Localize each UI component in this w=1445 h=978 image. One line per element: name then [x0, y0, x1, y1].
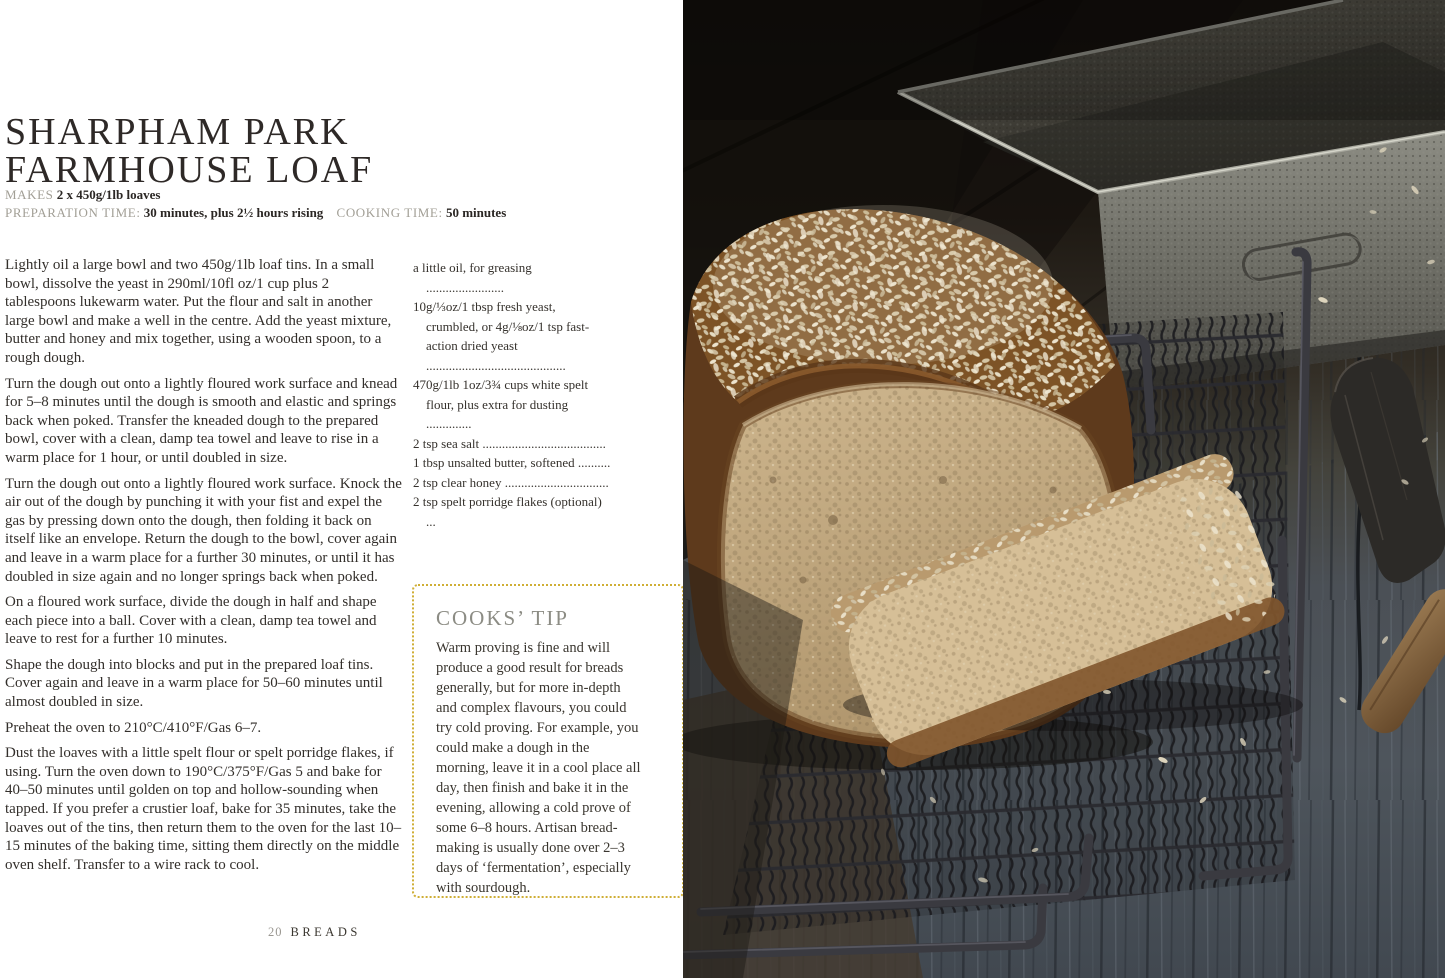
instruction-paragraph: Turn the dough out onto a lightly floured work surface and knead for 5–8 minutes until the dough is smooth and elastic and springs back when poked. Transfer the kneaded dough to the prepared bowl, cover with a clean, damp tea towel and leave to rise in a warm place for 1 hour, or until doubled in size. — [5, 375, 398, 466]
ingredients-list — [413, 258, 611, 531]
section-name: BREADS — [290, 925, 361, 939]
instruction-paragraph: Lightly oil a large bowl and two 450g/1lb loaf tins. In a small bowl, dissolve the yeast in 290ml/10fl oz/1 cup plus 2 tablespoons lukewarm water. Put the flour and salt in another large bowl and make a well in the centre. Add the yeast mixture, butter and honey and mix together, using a wooden spoon, to a rough dough. — [5, 257, 392, 366]
instruction-paragraph: On a floured work surface, divide the dough in half and shape each piece into a ball. Cover with a clean, damp tea towel and leave to rest for a further 10 minutes. — [5, 594, 377, 648]
recipe-title — [5, 111, 374, 192]
instruction-paragraph: Shape the dough into blocks and put in the prepared loaf tins. Cover again and leave in a warm place for 50–60 minutes until almost doubled in size. — [5, 656, 383, 711]
cook-time-label: COOKING TIME: — [336, 205, 443, 220]
recipe-title-line-2: FARMHOUSE LOAF — [5, 149, 374, 192]
ingredient-item: 10g/⅓oz/1 tbsp fresh yeast, crumbled, or 4g/⅛oz/1 tsp fast-action dried yeast ........................................... — [413, 299, 590, 373]
ingredient-item: a little oil, for greasing ........................ — [413, 260, 532, 295]
instruction-paragraph: Dust the loaves with a little spelt flour or spelt porridge flakes, if using. Turn the oven down to 190°C/375°F/Gas 5 and bake for 40–50 minutes until golden on top and hollow-sounding when tapped. If you prefer a crustier loaf, bake for 35 minutes, take the loaves out of the tins, then return them to the oven for the last 10–15 minutes of the baking time, sitting them directly on the middle oven shelf. Transfer to a wire rack to cool. — [5, 745, 402, 873]
instructions-column — [5, 256, 403, 881]
ingredient-item: 2 tsp clear honey ................................ — [413, 474, 609, 490]
makes-line — [5, 186, 506, 204]
cooks-tip-heading: COOKS’ TIP — [436, 606, 569, 630]
cooks-tip-body: Warm proving is fine and will produce a good result for breads generally, but for more in-depth and complex flavours, you could try cold proving. For example, you could make a dough in the morning, leave it in a cool place all day, then finish and bake it in the evening, allowing a cold prove of some 6–8 hours. Artisan bread-making is usually done over 2–3 days of ‘fermentation’, especially with sourdough. — [436, 640, 641, 896]
prep-time-value: 30 minutes, plus 2½ hours rising — [143, 205, 324, 220]
recipe-page — [0, 0, 683, 978]
ingredient-item: 1 tbsp unsalted butter, softened .......... — [413, 455, 611, 470]
ingredient-item: 2 tsp sea salt ...................................... — [413, 435, 606, 451]
makes-value: 2 x 450g/1lb loaves — [56, 187, 161, 202]
ingredient-item: 470g/1lb 1oz/3¾ cups white spelt flour, plus extra for dusting .............. — [413, 377, 589, 431]
page-number: 20 — [268, 925, 283, 939]
cooks-tip-box — [412, 584, 684, 898]
ingredient-item: 2 tsp spelt porridge flakes (optional) ... — [413, 494, 602, 529]
recipe-photo — [683, 0, 1445, 978]
recipe-meta — [5, 186, 506, 222]
bread-photo-illustration — [683, 0, 1445, 978]
instruction-paragraph: Preheat the oven to 210°C/410°F/Gas 6–7. — [5, 719, 262, 736]
prep-time-label: PREPARATION TIME: — [5, 205, 141, 220]
time-line — [5, 204, 506, 222]
makes-label: MAKES — [5, 187, 54, 202]
page-footer — [268, 925, 361, 940]
recipe-title-line-1: SHARPHAM PARK — [5, 111, 350, 154]
instruction-paragraph: Turn the dough out onto a lightly floured work surface. Knock the air out of the dough by punching it with your fist and expel the gas by pressing down onto the dough, then folding it back on itself like an envelope. Return the dough to the bowl, cover again and leave in a warm place for a further 30 minutes, or until it has doubled in size again and no longer springs back when poked. — [5, 475, 402, 585]
cook-time-value: 50 minutes — [445, 205, 507, 220]
